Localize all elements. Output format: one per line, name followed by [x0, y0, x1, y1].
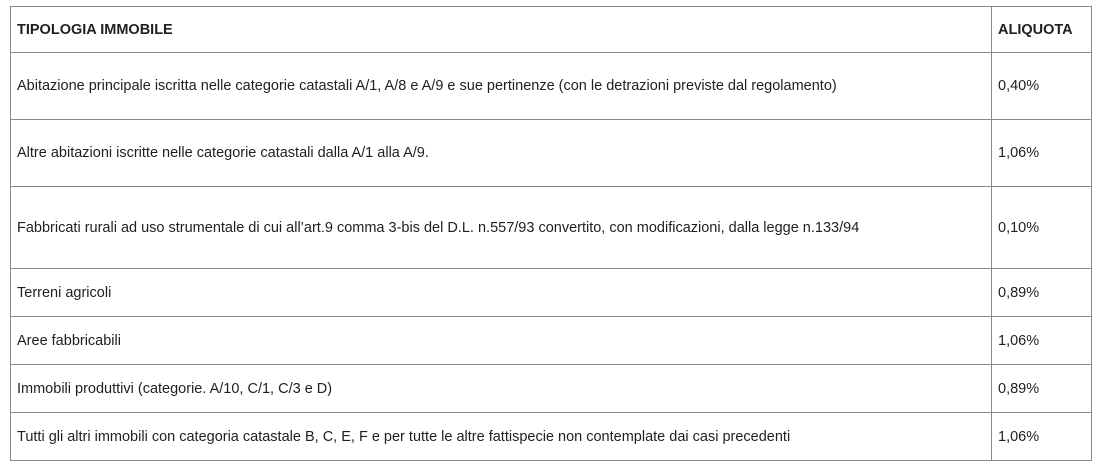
table-row	[11, 317, 1092, 365]
table-header-row	[11, 7, 1092, 53]
property-type-cell: Aree fabbricabili	[11, 317, 992, 365]
rate-cell: 1,06%	[992, 317, 1092, 365]
table-row	[11, 413, 1092, 461]
rate-cell: 1,06%	[992, 120, 1092, 187]
property-type-cell: Altre abitazioni iscritte nelle categorie catastali dalla A/1 alla A/9.	[11, 120, 992, 187]
rate-cell: 0,89%	[992, 269, 1092, 317]
property-type-cell: Tutti gli altri immobili con categoria catastale B, C, E, F e per tutte le altre fattispecie non contemplate dai casi precedenti	[11, 413, 992, 461]
rate-cell: 0,40%	[992, 53, 1092, 120]
rates-table-container	[10, 6, 1092, 461]
table-row	[11, 187, 1092, 269]
rate-cell: 0,10%	[992, 187, 1092, 269]
header-property-type: TIPOLOGIA IMMOBILE	[11, 7, 992, 53]
tax-rates-table	[10, 6, 1092, 461]
property-type-cell: Abitazione principale iscritta nelle categorie catastali A/1, A/8 e A/9 e sue pertinenze (con le detrazioni previste dal regolamento)	[11, 53, 992, 120]
rate-cell: 0,89%	[992, 365, 1092, 413]
property-type-cell: Terreni agricoli	[11, 269, 992, 317]
table-row	[11, 120, 1092, 187]
property-type-cell: Immobili produttivi (categorie. A/10, C/1, C/3 e D)	[11, 365, 992, 413]
table-row	[11, 365, 1092, 413]
rate-cell: 1,06%	[992, 413, 1092, 461]
header-rate: ALIQUOTA	[992, 7, 1092, 53]
table-row	[11, 269, 1092, 317]
table-row	[11, 53, 1092, 120]
property-type-cell: Fabbricati rurali ad uso strumentale di cui all’art.9 comma 3-bis del D.L. n.557/93 convertito, con modificazioni, dalla legge n.133/94	[11, 187, 992, 269]
